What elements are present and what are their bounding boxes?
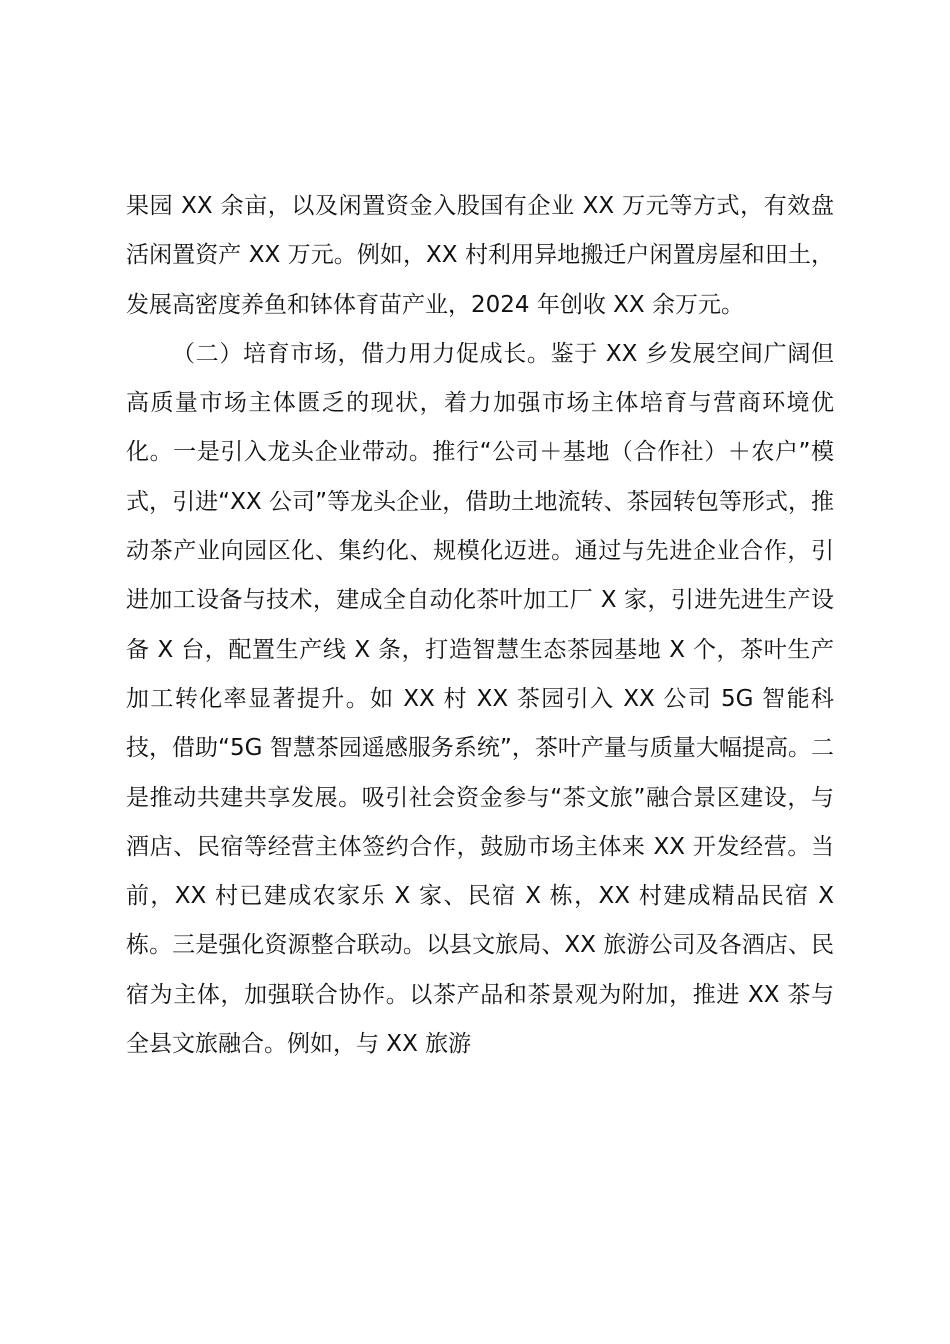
paragraph-section-two: （二）培育市场，借力用力促成长。鉴于 XX 乡发展空间广阔但高质量市场主体匮乏的现状，着力加强市场主体培育与营商环境优化。一是引入龙头企业带动。推行“公司＋基地（合作社）＋农户”模式，引进“XX 公司”等龙头企业，借助土地流转、茶园转包等形式，推动茶产业向园区化、集约化、规模化迈进。通过与先进企业合作，引进加工设备与技术，建成全自动化茶叶加工厂 X 家，引进先进生产设备 X 台，配置生产线 X 条，打造智慧生态茶园基地 X 个，茶叶生产加工转化率显著提升。如 XX 村 XX 茶园引入 XX 公司 5G 智能科技，借助“5G 智慧茶园遥感服务系统”，茶叶产量与质量大幅提高。二是推动共建共享发展。吸引社会资金参与“茶文旅”融合景区建设，与酒店、民宿等经营主体签约合作，鼓励市场主体来 XX 开发经营。当前，XX 村已建成农家乐 X 家、民宿 X 栋，XX 村建成精品民宿 X 栋。三是强化资源整合联动。以县文旅局、XX 旅游公司及各酒店、民宿为主体，加强联合协作。以茶产品和茶景观为附加，推进 XX 茶与全县文旅融合。例如，与 XX 旅游 xyxy=(126,340,834,1058)
document-body xyxy=(126,182,834,1069)
paragraph-continuation: 果园 XX 余亩，以及闲置资金入股国有企业 XX 万元等方式，有效盘活闲置资产 XX 万元。例如，XX 村利用异地搬迁户闲置房屋和田土，发展高密度养鱼和钵体育苗产业，2024 年创收 XX 余万元。 xyxy=(126,193,834,318)
